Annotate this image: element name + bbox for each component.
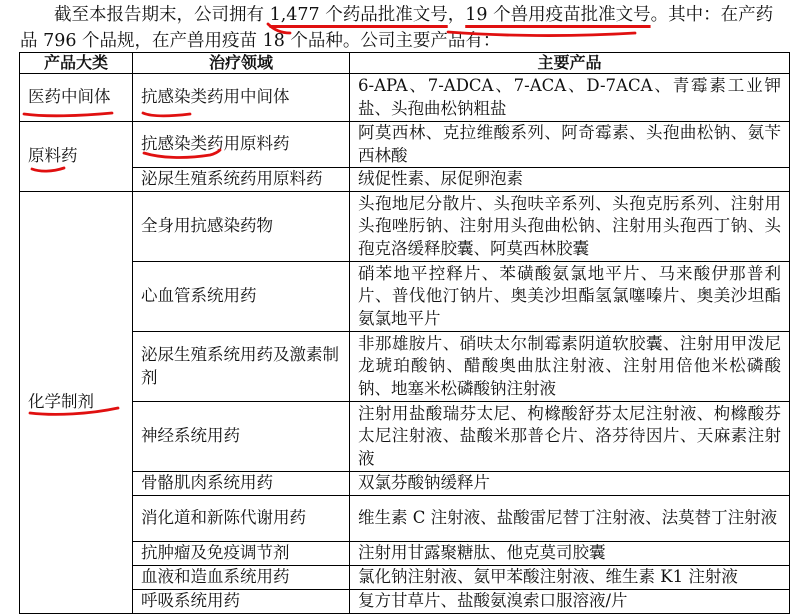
header-main-products: 主要产品 [350, 53, 790, 74]
intro-line-1 [20, 2, 790, 28]
products-cell: 阿莫西林、克拉维酸系列、阿奇霉素、头孢曲松钠、氨苄西林酸 [350, 122, 790, 168]
header-category: 产品大类 [20, 53, 133, 74]
area-cell: 神经系统用药 [133, 402, 350, 472]
products-table [19, 52, 790, 614]
table-row [20, 590, 790, 614]
table-row [20, 542, 790, 566]
products-cell: 硝苯地平控释片、苯磺酸氨氯地平片、马来酸伊那普利片、普伐他汀钠片、奥美沙坦酯氢氯噻嗪片、奥美沙坦酯氨氯地平片 [350, 262, 790, 332]
table-row [20, 192, 790, 262]
area-cell: 泌尿生殖系统药用原料药 [133, 168, 350, 192]
area-cell: 呼吸系统用药 [133, 590, 350, 614]
intro-line-2: 品 796 个品规，在产兽用疫苗 18 个品种。公司主要产品有： [20, 31, 501, 51]
table-row [20, 168, 790, 192]
intro-text: ， [447, 5, 466, 25]
area-cell: 抗感染类药用原料药 [133, 122, 350, 168]
table-row [20, 262, 790, 332]
header-therapeutic-area: 治疗领域 [133, 53, 350, 74]
table-row [20, 402, 790, 472]
table-row [20, 122, 790, 168]
area-cell: 骨骼肌肉系统用药 [133, 472, 350, 496]
intro-text: 截至本报告期末，公司拥有 [54, 5, 270, 25]
table-row [20, 472, 790, 496]
drug-approval-count: 1,477 个药品批准文号 [269, 5, 448, 25]
products-cell: 维生素 C 注射液、盐酸雷尼替丁注射液、法莫替丁注射液 [350, 496, 790, 542]
category-cell: 医药中间体 [20, 74, 133, 122]
table-row [20, 332, 790, 402]
area-cell: 心血管系统用药 [133, 262, 350, 332]
area-cell: 消化道和新陈代谢用药 [133, 496, 350, 542]
area-cell: 血液和造血系统用药 [133, 566, 350, 590]
intro-text: 。其中：在产药 [650, 5, 774, 25]
products-cell: 头孢地尼分散片、头孢呋辛系列、头孢克肟系列、注射用头孢唑肟钠、注射用头孢曲松钠、注射用头孢西丁钠、头孢克洛缓释胶囊、阿莫西林胶囊 [350, 192, 790, 262]
products-cell: 非那雄胺片、硝呋太尔制霉素阴道软胶囊、注射用甲泼尼龙琥珀酸钠、醋酸奥曲肽注射液、注射用倍他米松磷酸钠、地塞米松磷酸钠注射液 [350, 332, 790, 402]
area-cell: 全身用抗感染药物 [133, 192, 350, 262]
table-header-row [20, 53, 790, 74]
products-cell: 6-APA、7-ADCA、7-ACA、D-7ACA、青霉素工业钾盐、头孢曲松钠粗盐 [350, 74, 790, 122]
area-cell: 泌尿生殖系统用药及激素制剂 [133, 332, 350, 402]
table-row [20, 74, 790, 122]
products-cell: 注射用盐酸瑞芬太尼、枸橼酸舒芬太尼注射液、枸橼酸芬太尼注射液、盐酸米那普仑片、洛芬待因片、天麻素注射液 [350, 402, 790, 472]
category-cell: 化学制剂 [20, 192, 133, 614]
products-cell: 氯化钠注射液、氨甲苯酸注射液、维生素 K1 注射液 [350, 566, 790, 590]
table-row [20, 496, 790, 542]
intro-paragraph [20, 2, 790, 54]
products-cell: 绒促性素、尿促卵泡素 [350, 168, 790, 192]
area-cell: 抗感染类药用中间体 [133, 74, 350, 122]
products-cell: 注射用甘露聚糖肽、他克莫司胶囊 [350, 542, 790, 566]
category-cell: 原料药 [20, 122, 133, 192]
products-cell: 复方甘草片、盐酸氨溴索口服溶液/片 [350, 590, 790, 614]
vaccine-approval-count: 19 个兽用疫苗批准文号 [465, 5, 651, 25]
table-row [20, 566, 790, 590]
area-cell: 抗肿瘤及免疫调节剂 [133, 542, 350, 566]
products-cell: 双氯芬酸钠缓释片 [350, 472, 790, 496]
